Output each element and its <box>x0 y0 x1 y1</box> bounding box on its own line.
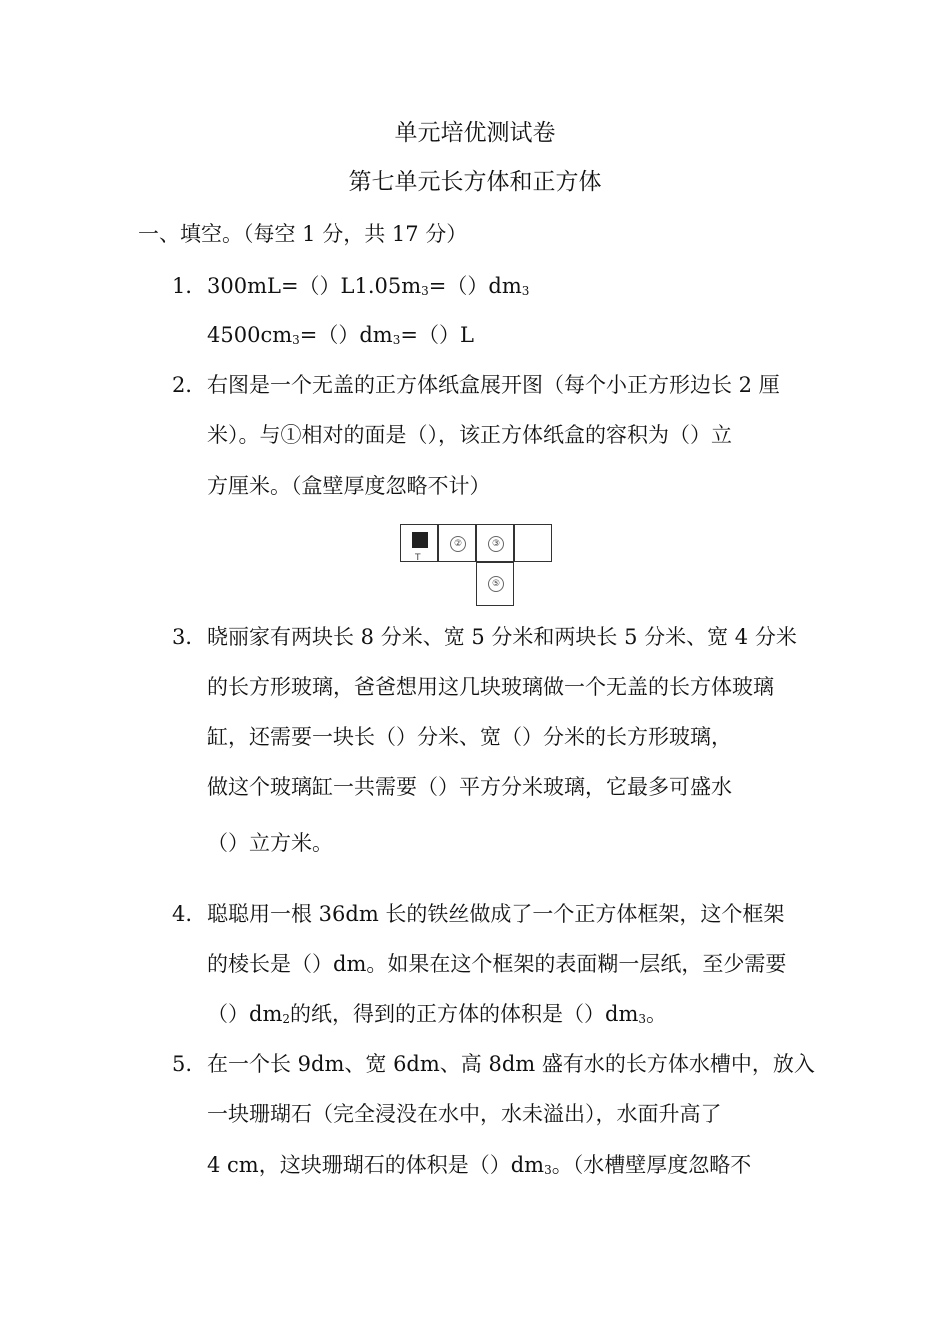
question-line: 缸，还需要一块长（）分米、宽（）分米的长方形玻璃， <box>207 725 732 749</box>
net-face-1 <box>400 524 438 562</box>
text-segment: 。 <box>646 1002 667 1026</box>
superscript: 3 <box>544 1163 552 1177</box>
text-segment: =（）dm <box>299 323 393 347</box>
question-line: 右图是一个无盖的正方体纸盒展开图（每个小正方形边长 2 厘 <box>207 373 780 397</box>
text-segment: （）dm <box>207 1002 283 1026</box>
net-face-2 <box>438 524 476 562</box>
net-face-4 <box>514 524 552 562</box>
question-line <box>207 276 529 297</box>
question-number: 3． <box>172 625 207 649</box>
question-number: 2． <box>172 373 207 397</box>
page-title: 单元培优测试卷 <box>394 120 556 146</box>
text-segment: 4500cm <box>207 323 293 347</box>
superscript: 3 <box>521 284 530 298</box>
text-segment: 。（水槽壁厚度忽略不 <box>551 1153 752 1177</box>
page-subtitle: 第七单元长方体和正方体 <box>348 169 602 195</box>
text-segment: =（）dm <box>428 274 522 298</box>
question-number: 5. <box>172 1052 193 1076</box>
question-line <box>207 1004 667 1025</box>
superscript: 3 <box>638 1012 646 1026</box>
net-face-label: ③ <box>488 536 504 552</box>
superscript: 3 <box>392 333 401 347</box>
question-line <box>207 325 474 346</box>
superscript: 3 <box>421 284 429 298</box>
question-line <box>207 1155 751 1176</box>
superscript: 3 <box>292 333 300 347</box>
question-number: 4. <box>172 902 193 926</box>
question-line: 做这个玻璃缸一共需要（）平方分米玻璃，它最多可盛水 <box>207 775 732 799</box>
question-line: 方厘米。（盒壁厚度忽略不计） <box>207 474 491 498</box>
question-line: 聪聪用一根 36dm 长的铁丝做成了一个正方体框架，这个框架 <box>207 902 785 926</box>
question-line: 的长方形玻璃，爸爸想用这几块玻璃做一个无盖的长方体玻璃 <box>207 675 774 699</box>
net-face-3 <box>476 524 514 562</box>
question-line: 晓丽家有两块长 8 分米、宽 5 分米和两块长 5 分米、宽 4 分米 <box>207 625 797 649</box>
section-heading: 一、填空。（每空 1 分，共 17 分） <box>138 222 468 246</box>
cube-net-diagram <box>400 524 560 608</box>
net-face-5 <box>476 562 514 606</box>
net-tick-label: T <box>415 553 421 563</box>
superscript: 2 <box>282 1012 290 1026</box>
text-segment: =（）L <box>400 323 474 347</box>
question-line: （）立方米。 <box>207 831 333 855</box>
net-face-label: ② <box>450 536 466 552</box>
question-line: 一块珊瑚石（完全浸没在水中，水未溢出），水面升高了 <box>207 1102 722 1126</box>
question-line: 的棱长是（）dm。如果在这个框架的表面糊一层纸，至少需要 <box>207 952 787 976</box>
question-number: 1． <box>172 274 207 298</box>
question-line: 米）。与①相对的面是（），该正方体纸盒的容积为（）立 <box>207 423 732 447</box>
question-line: 在一个长 9dm、宽 6dm、高 8dm 盛有水的长方体水槽中，放入 <box>207 1052 815 1076</box>
net-face-label: ⑤ <box>488 576 504 592</box>
text-segment: 4 cm，这块珊瑚石的体积是（）dm <box>207 1153 545 1177</box>
filled-square-icon <box>412 532 428 548</box>
text-segment: 的纸，得到的正方体的体积是（）dm <box>290 1002 639 1026</box>
text-segment: 300mL=（）L1.05m <box>207 274 422 298</box>
